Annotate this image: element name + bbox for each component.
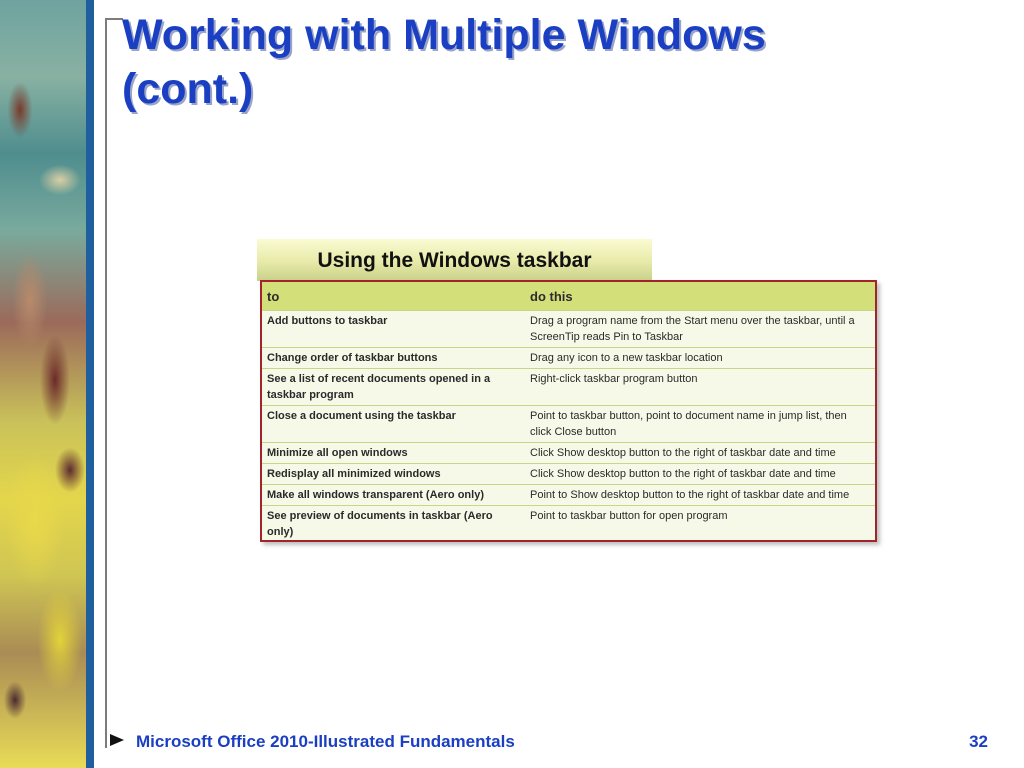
table-row bbox=[262, 311, 875, 348]
row-task: Minimize all open windows bbox=[262, 443, 525, 464]
title-rule-horizontal bbox=[105, 18, 123, 20]
row-action: Drag any icon to a new taskbar location bbox=[525, 348, 875, 369]
row-action: Point to Show desktop button to the right of taskbar date and time bbox=[525, 485, 875, 506]
row-task: Make all windows transparent (Aero only) bbox=[262, 485, 525, 506]
footer-text: Microsoft Office 2010-Illustrated Fundamentals bbox=[136, 732, 515, 751]
row-task: See a list of recent documents opened in a taskbar program bbox=[262, 369, 525, 406]
row-action: Right-click taskbar program button bbox=[525, 369, 875, 406]
table-row bbox=[262, 506, 875, 543]
row-action: Point to taskbar button for open program bbox=[525, 506, 875, 543]
taskbar-table bbox=[262, 282, 875, 542]
table-row bbox=[262, 406, 875, 443]
row-action: Point to taskbar button, point to document name in jump list, then click Close button bbox=[525, 406, 875, 443]
row-task: Add buttons to taskbar bbox=[262, 311, 525, 348]
row-task: Change order of taskbar buttons bbox=[262, 348, 525, 369]
row-action: Drag a program name from the Start menu over the taskbar, until a ScreenTip reads Pin to Taskbar bbox=[525, 311, 875, 348]
table-caption: Using the Windows taskbar bbox=[257, 239, 652, 281]
header-do-this: do this bbox=[525, 282, 875, 311]
header-to: to bbox=[262, 282, 525, 311]
title-line-2: (cont.) bbox=[122, 65, 254, 113]
table-row bbox=[262, 348, 875, 369]
row-task: See preview of documents in taskbar (Aero only) bbox=[262, 506, 525, 543]
accent-bar bbox=[86, 0, 94, 768]
footer-arrow-icon bbox=[110, 734, 124, 746]
row-task: Redisplay all minimized windows bbox=[262, 464, 525, 485]
page-number: 32 bbox=[969, 732, 988, 751]
table-row bbox=[262, 443, 875, 464]
decorative-side-art bbox=[0, 0, 86, 768]
row-action: Click Show desktop button to the right of taskbar date and time bbox=[525, 443, 875, 464]
row-action: Click Show desktop button to the right of taskbar date and time bbox=[525, 464, 875, 485]
taskbar-table-frame bbox=[260, 280, 877, 542]
row-task: Close a document using the taskbar bbox=[262, 406, 525, 443]
table-row bbox=[262, 464, 875, 485]
title-line-1: Working with Multiple Windows bbox=[122, 11, 766, 59]
table-row bbox=[262, 485, 875, 506]
title-rule-vertical bbox=[105, 18, 107, 748]
slide-title bbox=[122, 8, 1002, 116]
table-row bbox=[262, 369, 875, 406]
table-header-row bbox=[262, 282, 875, 311]
